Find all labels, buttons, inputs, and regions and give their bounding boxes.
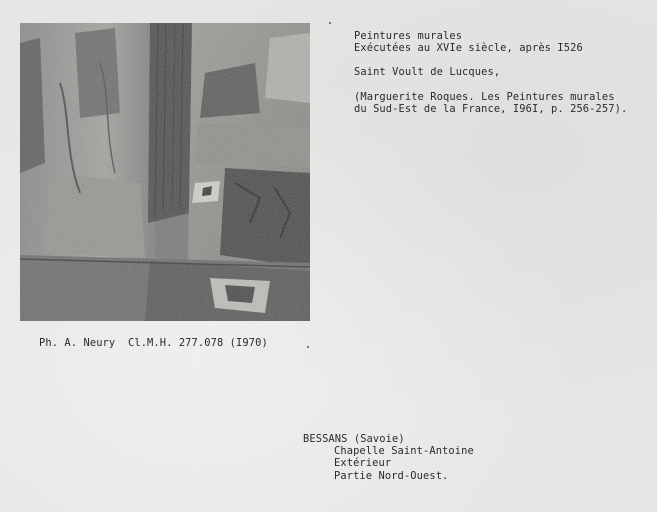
description-line-2: Exécutées au XVIe siècle, après I526 <box>354 42 583 54</box>
paper-speck <box>307 346 309 348</box>
location-line-4: Partie Nord-Ouest. <box>334 470 449 482</box>
description-line-5: du Sud-Est de la France, I96I, p. 256-257). <box>354 103 628 115</box>
location-line-2: Chapelle Saint-Antoine <box>334 445 474 457</box>
description-line-4: (Marguerite Roques. Les Peintures murales <box>354 91 615 103</box>
description-line-3: Saint Voult de Lucques, <box>354 66 501 78</box>
paper-speck <box>329 22 331 24</box>
location-line-1: BESSANS (Savoie) <box>303 433 405 445</box>
photo-credit: Ph. A. Neury Cl.M.H. 277.078 (I970) <box>39 337 268 349</box>
mural-photograph <box>20 23 310 321</box>
location-line-3: Extérieur <box>334 457 392 469</box>
description-line-1: Peintures murales <box>354 30 463 42</box>
